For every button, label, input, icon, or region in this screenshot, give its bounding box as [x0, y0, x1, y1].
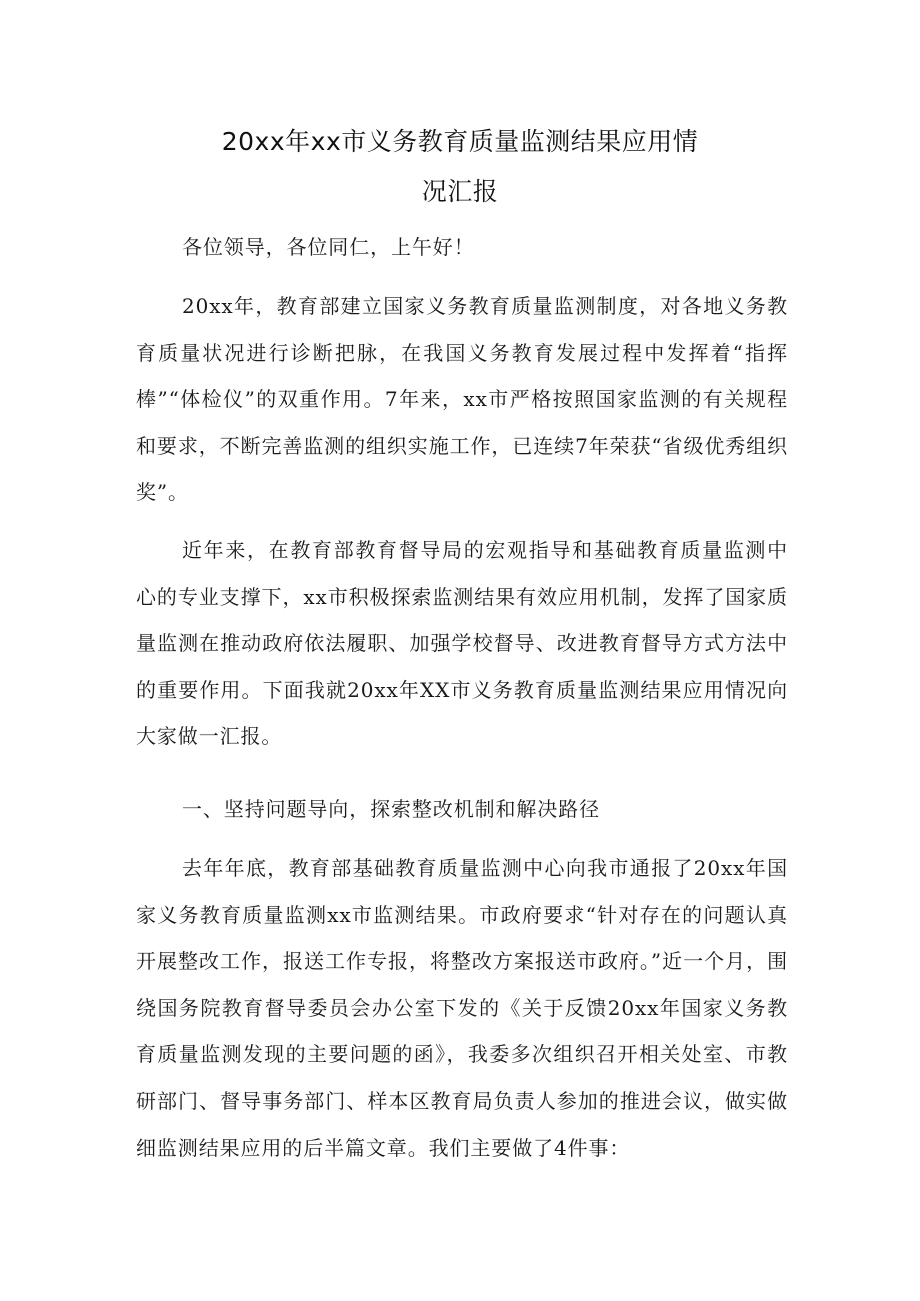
body-paragraph-2: 近年来，在教育部教育督导局的宏观指导和基础教育质量监测中心的专业支撑下，xx市积极探索监测结果有效应用机制，发挥了国家质量监测在推动政府依法履职、加强学校督导、改进教育督导方式方法中的重要作用。下面我就20xx年XX市义务教育质量监测结果应用情况向大家做一汇报。 [136, 538, 788, 749]
document-title-line-1: 20xx年xx市义务教育质量监测结果应用情 [221, 127, 699, 156]
greeting-paragraph: 各位领导，各位同仁，上午好！ [182, 235, 475, 259]
document-title-line-2: 况汇报 [421, 177, 499, 206]
body-paragraph-1: 20xx年，教育部建立国家义务教育质量监测制度，对各地义务教育质量状况进行诊断把脉，在我国义务教育发展过程中发挥着“指挥棒”“体检仪”的双重作用。7年来，xx市严格按照国家监测的有关规程和要求，不断完善监测的组织实施工作，已连续7年荣获“省级优秀组织奖”。 [136, 294, 788, 505]
section-heading-1: 一、坚持问题导向，探索整改机制和解决路径 [182, 797, 600, 821]
body-paragraph-3: 去年年底，教育部基础教育质量监测中心向我市通报了20xx年国家义务教育质量监测xx市监测结果。市政府要求“针对存在的问题认真开展整改工作，报送工作专报，将整改方案报送市政府。”近一个月，围绕国务院教育督导委员会办公室下发的《关于反馈20xx年国家义务教育质量监测发现的主要问题的函》，我委多次组织召开相关处室、市教研部门、督导事务部门、样本区教育局负责人参加的推进会议，做实做细监测结果应用的后半篇文章。我们主要做了4件事： [136, 856, 788, 1160]
